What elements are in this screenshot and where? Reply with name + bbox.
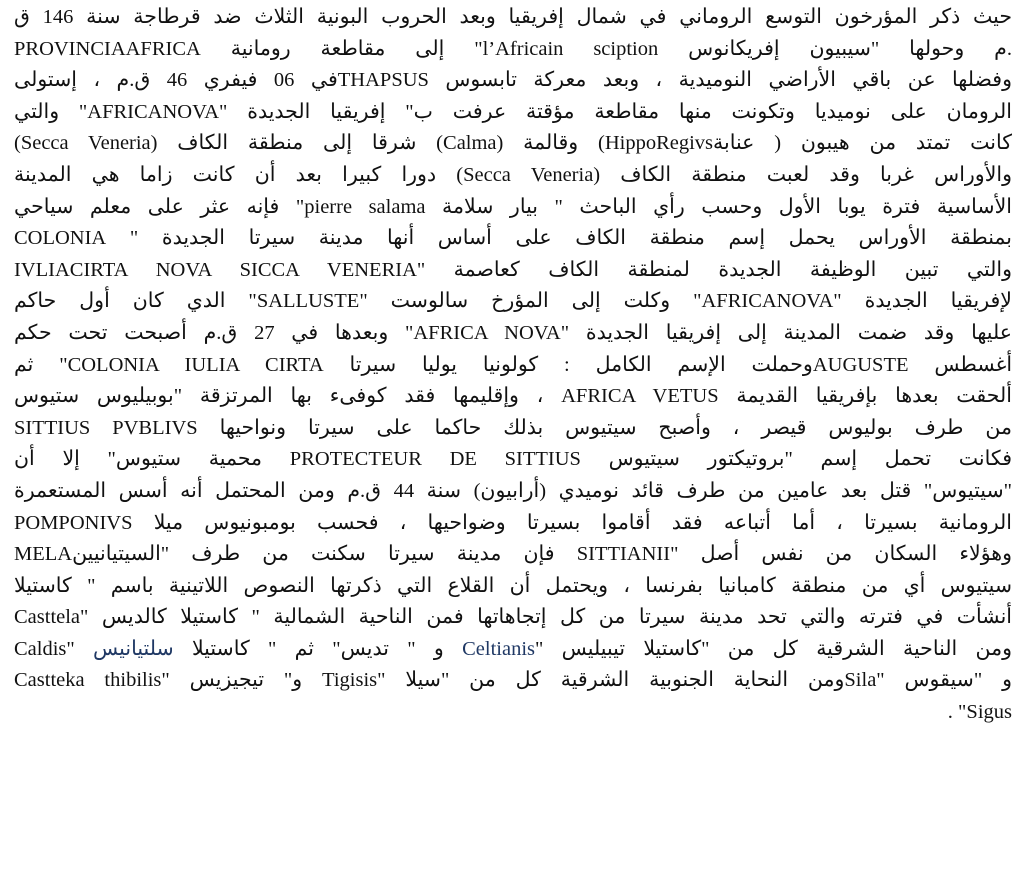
text-line: حيث ذكر المؤرخون التوسع الروماني في شمال إفريقيا وبعد الحروب البونية الثلاث ضد قرطاجة سنة 146 ق [14, 6, 1012, 28]
highlighted-term: سلتيانيس Celtianis [93, 637, 535, 660]
text-line: كانت تمتد من هيبون ( عنابةHippoRegivs) وقالمة (Calma) شرقا إلى منطقة الكاف (Secca Veneria) [14, 132, 1012, 155]
text-line: أغسطس AUGUSTEوحملت الإسم الكامل : كولونيا يوليا سيرتا COLONIA IULIA CIRTA" ثم [14, 353, 1013, 376]
text-line: والأوراس غربا وقد لعبت منطقة الكاف (Secca Veneria) دورا كبيرا بعد أن كانت زاما هي المدينة [14, 163, 1012, 186]
text-line: لإفريقيا الجديدة "AFRICANOVA" وكلت إلى المؤرخ سالوست "SALLUSTE" الدي كان أول حاكم [14, 290, 1012, 313]
text-line: "سيتيوس" قتل بعد عامين من طرف قائد نوميدي (أرابيون) سنة 44 ق.م ومن المحتمل أنه أسس المستعمرة [14, 479, 1013, 502]
text-line: Castteka thibilis" و" تيجيزيس Tigisis" ومن النحاية الجنوبية الشرقية كل من "سيلاSila" و "سيقوس [14, 669, 1012, 692]
text-line: .م وحولها "سيبيون إفريكانوس l’Africain sciption" إلى مقاطعة رومانية PROVINCIAAFRICA [14, 37, 1012, 60]
text-line: ألحقت بعدها بإفريقيا القديمة AFRICA VETUS ، وإقليمها فقد كوفىء بها المرتزقة "بوبيليوس ستيوس [14, 385, 1012, 408]
text-line: بمنطقة الأوراس يحمل إسم منطقة الكاف على أساس أنها مدينة سيرتا الجديدة " COLONIA [14, 227, 1012, 250]
text-line: الأساسية فترة يوبا الأول وحسب رأي الباحث " بيار سلامة pierre salama" فإنه عثر على معلم سياحي [14, 195, 1012, 218]
text-line: الرومانية بسيرتا ، أما أتباعه فقد أقاموا بسيرتا وضواحيها ، فحسب بومبونيوس ميلا POMPONIVS [14, 511, 1012, 534]
text-line: Casttela" أنشأت في فترته والتي تحد مدينة سيرتا من كل إتجاهاتها فمن الناحية الشمالية " كاستيلا كالديس [14, 606, 1012, 629]
text-line: SITTIUS PVBLIVS من طرف بوليوس قيصر ، وأصبح سيتيوس بذلك حاكما على سيرتا ونواحيها [14, 416, 1012, 439]
text-line: Caldis" و " تديس" ثم " كاستيلا سلتيانيس Celtianis" ومن الناحية الشرقية كل من "كاستيلا تيبيليس [14, 637, 1012, 660]
document-page [14, 2, 1012, 729]
text-line: الرومان على نوميديا وتكونت منها مقاطعة مؤقتة عرفت ب" إفريقيا الجديدة "AFRICANOVA" والتي [14, 100, 1013, 123]
text-line-last: . "Sigus [947, 701, 1012, 724]
text-line: MELAفإن مدينة سيرتا سكنت من طرف "السيتيانيين SITTIANII" وهؤلاء السكان من نفس أصل [14, 543, 1013, 566]
text-line: IVLIACIRTA NOVA SICCA VENERIA" والتي تبين الوظيفة الجديدة لمنطقة الكاف كعاصمة [14, 258, 1012, 281]
text-line: فكانت تحمل إسم "بروتيكتور سيتيوس PROTECTEUR DE SITTIUS محمية ستيوس" إلا أن [14, 448, 1013, 471]
text-line: وفضلها عن باقي الأراضي النوميدية ، وبعد معركة تابسوس THAPSUSفي 06 فيفري 46 ق.م ، إستولى [14, 69, 1012, 92]
text-line: عليها وقد ضمت المدينة إلى إفريقيا الجديدة "AFRICA NOVA" وبعدها في 27 ق.م أصبحت تحت حكم [14, 321, 1012, 344]
text-line: سيتيوس أي من منطقة كامبانيا بفرنسا ، ويحتمل أن القلاع التي ذكرتها النصوص اللاتينية باسم " كاستيلا [14, 574, 1012, 597]
